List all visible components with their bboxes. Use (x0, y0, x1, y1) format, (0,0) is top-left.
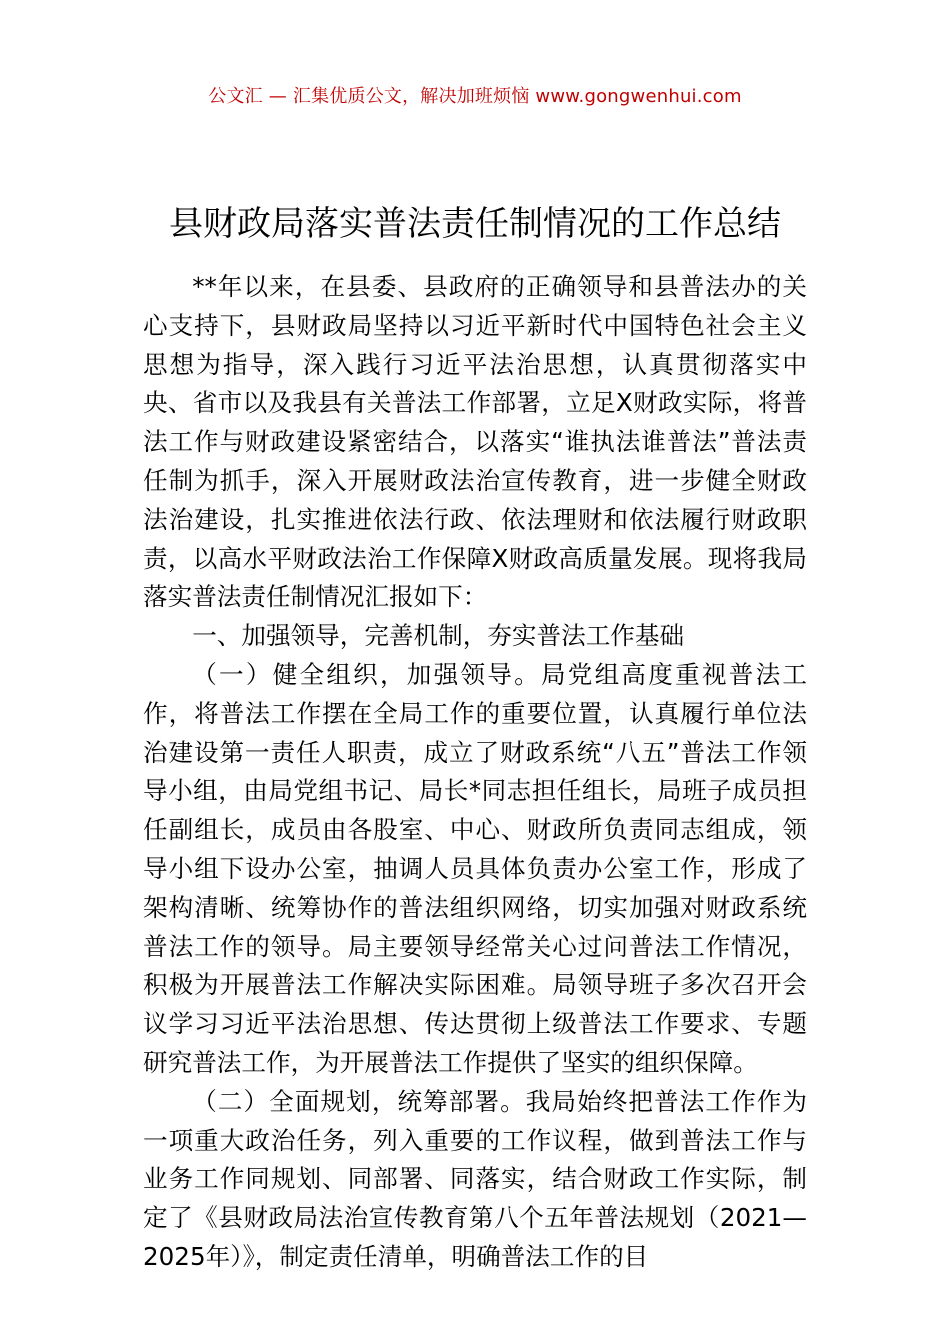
document-title: 县财政局落实普法责任制情况的工作总结 (169, 203, 781, 244)
section-heading-1: 一、加强领导，完善机制，夯实普法工作基础 (192, 621, 685, 651)
intro-paragraph: **年以来，在县委、县政府的正确领导和县普法办的关心支持下，县财政局坚持以习近平新时代中国特色社会主义思想为指导，深入践行习近平法治思想，认真贯彻落实中央、省市以及我县有关普法工作部署，立足X财政实际，将普法工作与财政建设紧密结合，以落实“谁执法谁普法”普法责任制为抓手，深入开展财政法治宣传教育，进一步健全财政法治建设，扎实推进依法行政、依法理财和依法履行财政职责，以高水平财政法治工作保障X财政高质量发展。现将我局落实普法责任制情况汇报如下： (143, 272, 807, 612)
subsection-paragraph-1: （一）健全组织，加强领导。局党组高度重视普法工作，将普法工作摆在全局工作的重要位置，认真履行单位法治建设第一责任人职责，成立了财政系统“八五”普法工作领导小组，由局党组书记、局长*同志担任组长，局班子成员担任副组长，成员由各股室、中心、财政所负责同志组成，领导小组下设办公室，抽调人员具体负责办公室工作，形成了架构清晰、统筹协作的普法组织网络，切实加强对财政系统普法工作的领导。局主要领导经常关心过问普法工作情况，积极为开展普法工作解决实际困难。局领导班子多次召开会议学习习近平法治思想、传达贯彻上级普法工作要求、专题研究普法工作，为开展普法工作提供了坚实的组织保障。 (143, 659, 807, 1077)
subsection-paragraph-2: （二）全面规划，统筹部署。我局始终把普法工作作为一项重大政治任务，列入重要的工作议程，做到普法工作与业务工作同规划、同部署、同落实，结合财政工作实际，制定了《县财政局法治宣传教育第八个五年普法规划（2021—2025年）》，制定责任清单，明确普法工作的目 (143, 1086, 807, 1271)
document-body (143, 268, 807, 1277)
site-header-banner: 公文汇 — 汇集优质公文，解决加班烦恼 www.gongwenhui.com (208, 86, 742, 107)
